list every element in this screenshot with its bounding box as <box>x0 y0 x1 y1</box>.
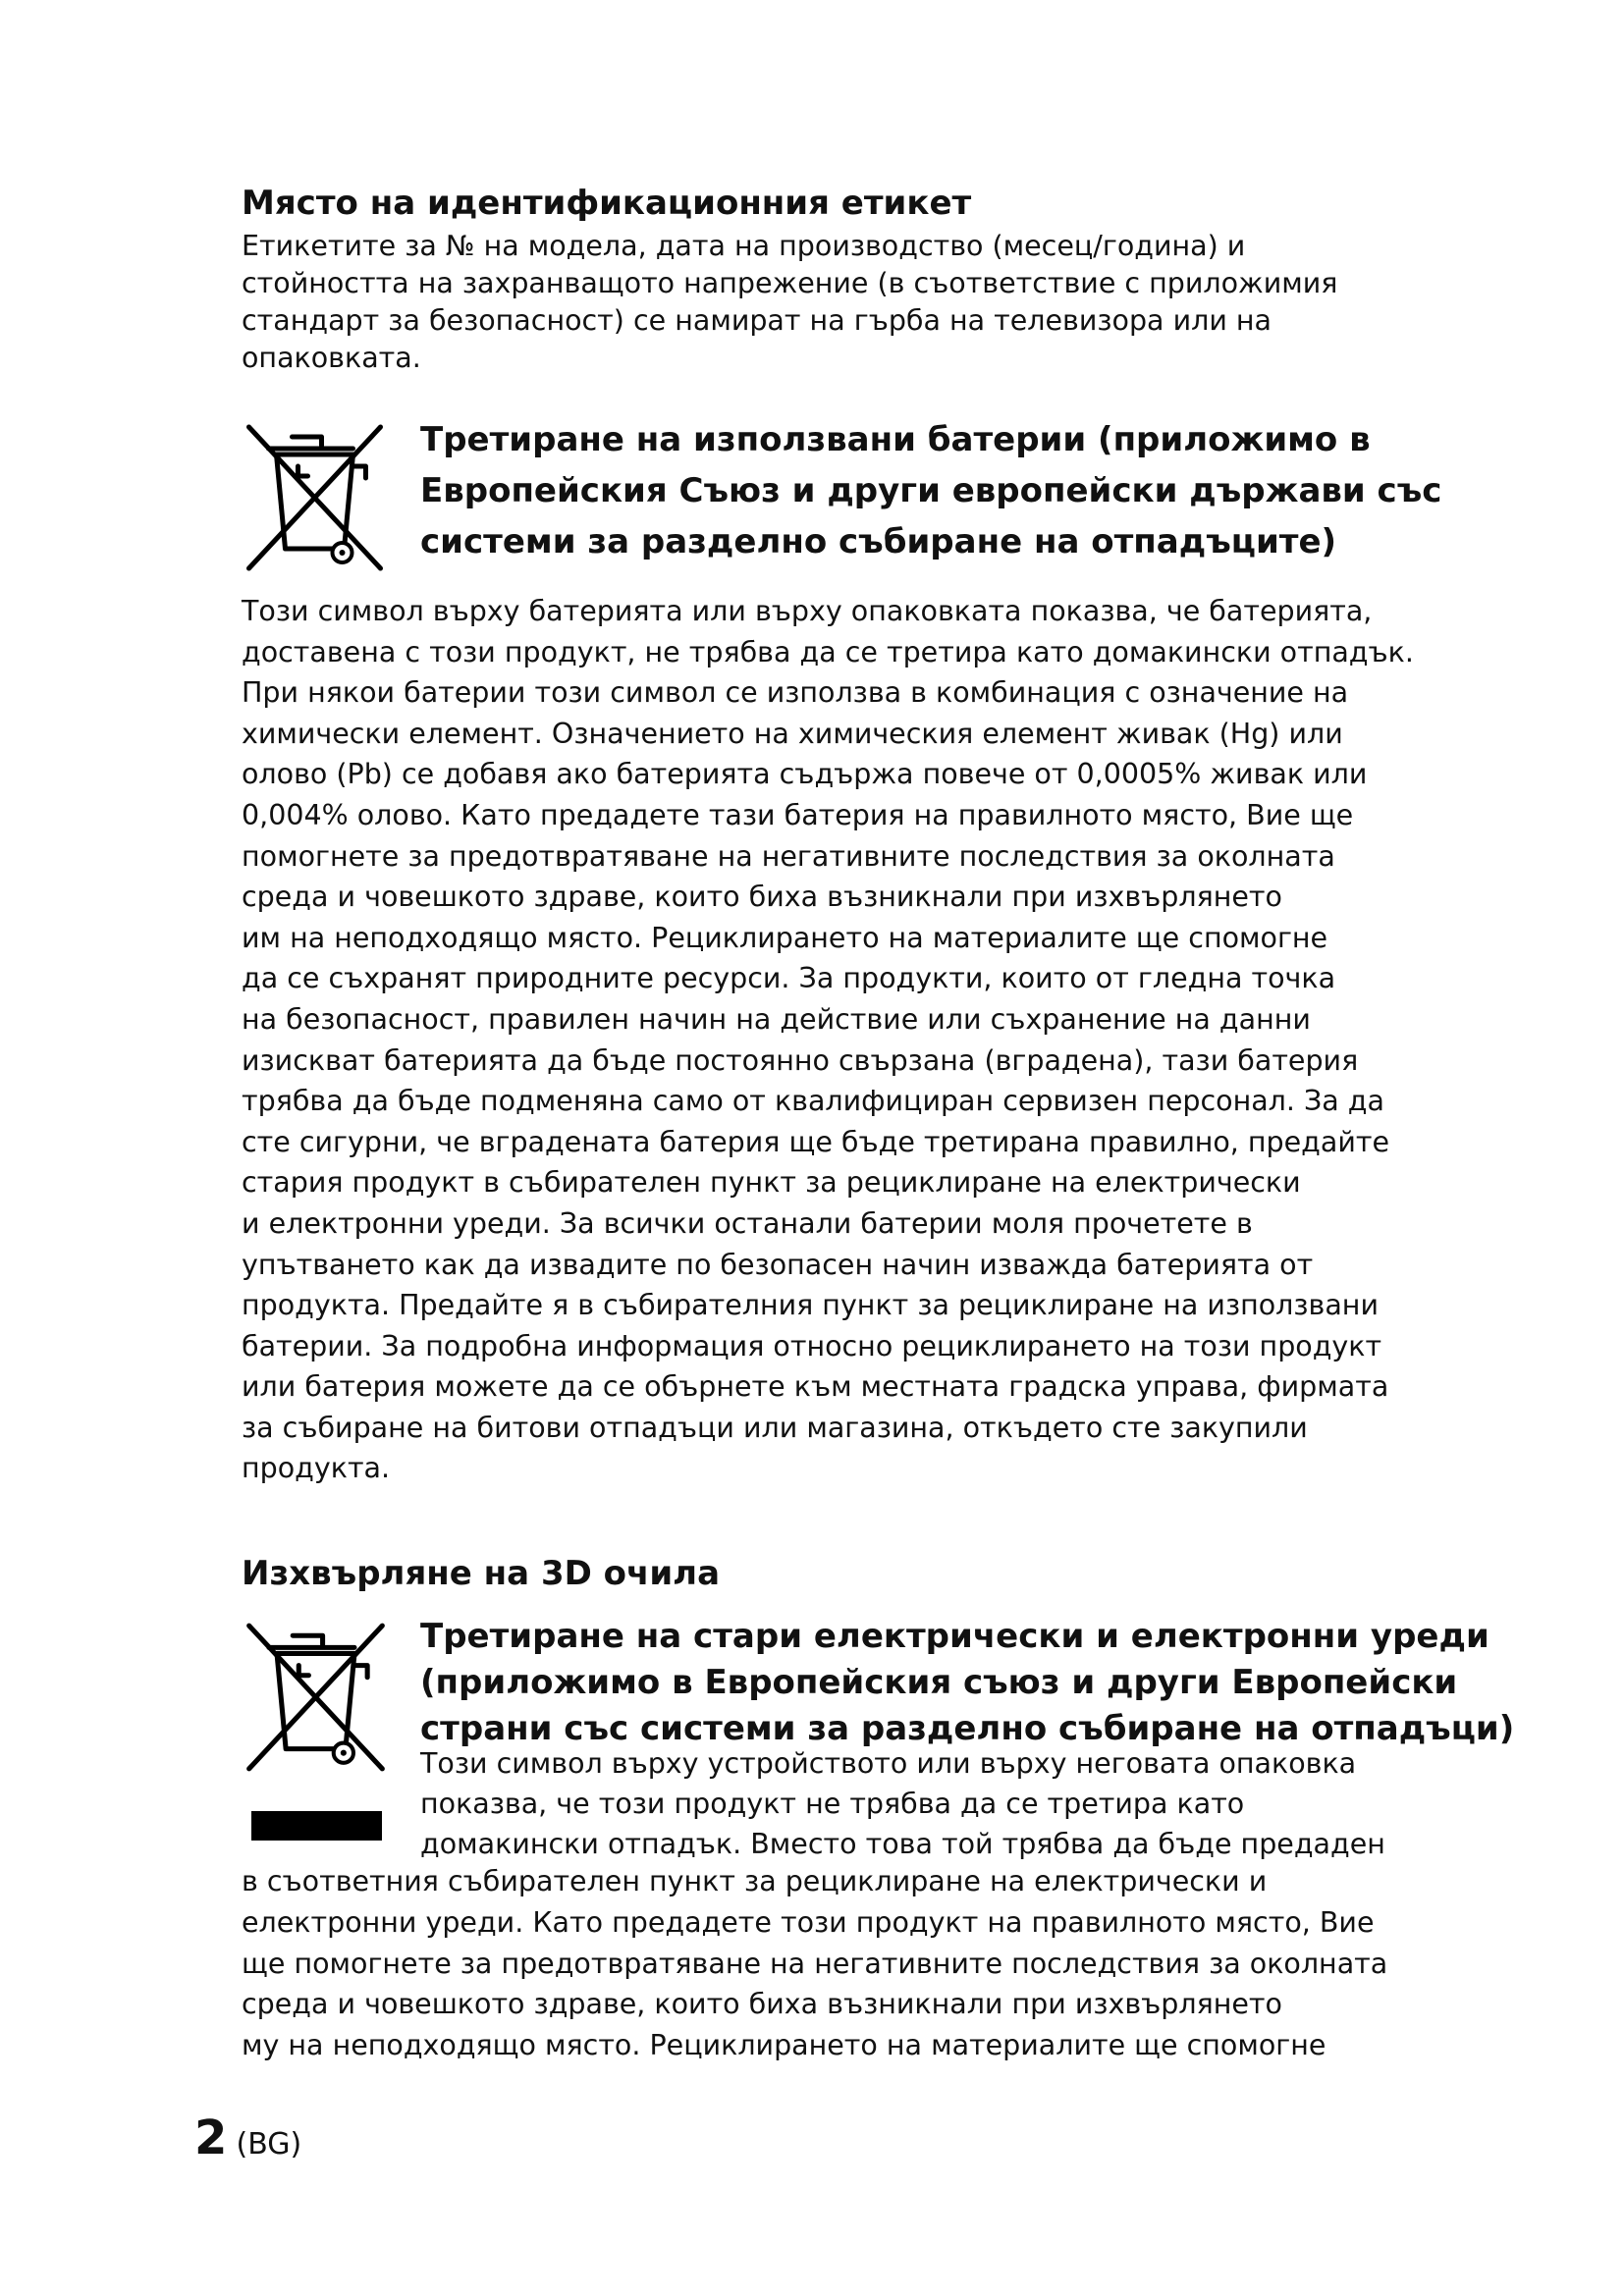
paragraph-line: Етикетите за № на модела, дата на производство (месец/година) и <box>242 230 1246 262</box>
paragraph-line: изискват батерията да бъде постоянно свързана (вградена), тази батерия <box>242 1043 1359 1077</box>
paragraph-line: домакински отпадък. Вместо това той трябва да бъде предаден <box>420 1828 1385 1860</box>
label-location-paragraph <box>242 228 1337 377</box>
paragraph-line: сте сигурни, че вградената батерия ще бъде третирана правилно, предайте <box>242 1125 1389 1158</box>
paragraph-line: батерии. За подробна информация относно рециклирането на този продукт <box>242 1329 1382 1362</box>
solid-bar-icon <box>251 1811 382 1841</box>
batteries-heading <box>420 414 1441 567</box>
paragraph-line: трябва да бъде подменяна само от квалифициран сервизен персонал. За да <box>242 1085 1384 1118</box>
paragraph-line: химически елемент. Означението на химическия елемент живак (Hg) или <box>242 717 1343 750</box>
paragraph-line: При някои батерии този символ се използва в комбинация с означение на <box>242 676 1349 710</box>
heading-line: системи за разделно събиране на отпадъците) <box>420 522 1337 561</box>
paragraph-line: в съответния събирателен пункт за рециклиране на електрически и <box>242 1865 1268 1897</box>
paragraph-line: електронни уреди. Като предадете този продукт на правилното място, Вие <box>242 1905 1375 1939</box>
weee-paragraph <box>242 1861 1387 2066</box>
paragraph-line: им на неподходящо място. Рециклирането на материалите ще спомогне <box>242 921 1328 954</box>
paragraph-line: олово (Pb) се добавя ако батерията съдържа повече от 0,0005% живак или <box>242 758 1368 791</box>
paragraph-line: продукта. <box>242 1452 391 1485</box>
paragraph-line: доставена с този продукт, не трябва да се третира като домакински отпадък. <box>242 635 1414 668</box>
section-heading-3d-glasses: Изхвърляне на 3D очила <box>242 1554 721 1593</box>
paragraph-line: среда и човешкото здраве, които биха възникнали при изхвърлянето <box>242 1988 1282 2021</box>
paragraph-line: помогнете за предотвратяване на негативните последствия за околната <box>242 839 1335 873</box>
page-footer <box>194 2110 301 2172</box>
paragraph-line: или батерия можете да се обърнете към местната градска управа, фирмата <box>242 1370 1389 1404</box>
heading-line: Третиране на използвани батерии (приложимо в <box>420 420 1371 459</box>
section-heading-label-location: Място на идентификационния етикет <box>242 184 972 223</box>
paragraph-line: 0,004% олово. Като предадете тази батерия на правилното място, Вие ще <box>242 798 1354 831</box>
paragraph-line: да се съхранят природните ресурси. За продукти, които от гледна точка <box>242 962 1336 995</box>
page-number: 2 <box>194 2110 228 2165</box>
heading-line: Европейския Съюз и други европейски държави със <box>420 471 1442 510</box>
crossed-out-wheelie-bin-icon <box>240 1618 392 1777</box>
paragraph-line: на безопасност, правилен начин на действие или съхранение на данни <box>242 1002 1311 1036</box>
paragraph-line: стария продукт в събирателен пункт за рециклиране на електрически <box>242 1166 1301 1200</box>
paragraph-line: показва, че този продукт не трябва да се третира като <box>420 1788 1245 1820</box>
weee-heading <box>420 1614 1514 1752</box>
paragraph-line: стойността на захранващото напрежение (в съответствие с приложимия <box>242 267 1338 299</box>
paragraph-line: упътването как да извадите по безопасен начин изважда батерията от <box>242 1248 1314 1281</box>
paragraph-line: опаковката. <box>242 342 421 374</box>
batteries-paragraph <box>242 591 1414 1489</box>
paragraph-line: Този символ върху устройството или върху неговата опаковка <box>420 1747 1357 1780</box>
heading-line: (приложимо в Европейския съюз и други Европейски <box>420 1663 1458 1702</box>
paragraph-line: Този символ върху батерията или върху опаковката показва, че батерията, <box>242 595 1373 627</box>
heading-line: страни със системи за разделно събиране на отпадъци) <box>420 1709 1515 1748</box>
crossed-out-wheelie-bin-icon <box>240 419 390 576</box>
weee-paragraph-intro <box>420 1743 1385 1864</box>
paragraph-line: продукта. Предайте я в събирателния пункт за рециклиране на използвани <box>242 1289 1379 1322</box>
paragraph-line: ще помогнете за предотвратяване на негативните последствия за околната <box>242 1947 1388 1980</box>
paragraph-line: стандарт за безопасност) се намират на гърба на телевизора или на <box>242 304 1272 337</box>
paragraph-line: му на неподходящо място. Рециклирането на материалите ще спомогне <box>242 2029 1326 2062</box>
language-code: (BG) <box>236 2127 302 2162</box>
paragraph-line: среда и човешкото здраве, които биха възникнали при изхвърлянето <box>242 881 1282 914</box>
paragraph-line: за събиране на битови отпадъци или магазина, откъдето сте закупили <box>242 1411 1308 1444</box>
paragraph-line: и електронни уреди. За всички останали батерии моля прочетете в <box>242 1206 1253 1240</box>
heading-line: Третиране на стари електрически и електронни уреди <box>420 1617 1489 1656</box>
